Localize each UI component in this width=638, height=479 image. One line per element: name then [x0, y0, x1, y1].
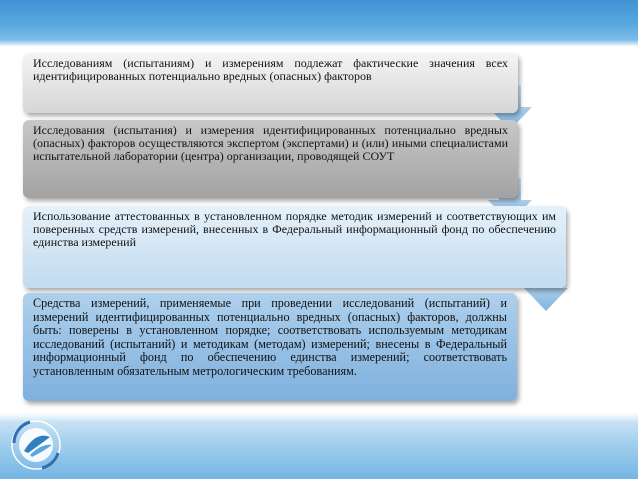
education-center-logo [6, 413, 88, 475]
footer-band [0, 412, 638, 479]
header-band [0, 0, 638, 46]
step-box-1: Исследованиям (испытаниям) и измерениям подлежат фактические значения всех идентифицированных потенциально вредных (опасных) факторов [23, 53, 518, 113]
step-box-4: Средства измерений, применяемые при проведении исследований (испытаний) и измерений идентифицированных потенциально вредных (опасных) факторов, должны быть: поверены в установленном порядке; соответствовать используемым методикам исследований (испытаний) и методикам (методам) измерений; внесены в Федеральный информационный фонд по обеспечению единства измерений; соответствовать установленным обязательным метрологическим требованиям. [23, 293, 517, 401]
step-box-2: Исследования (испытания) и измерения идентифицированных потенциально вредных (опасных) факторов осуществляются экспертом (экспертами) и (или) иными специалистами испытательной лаборатории (центра) организации, проводящей СОУТ [23, 120, 518, 198]
step-box-3: Использование аттестованных в установленном порядке методик измерений и соответствующих им поверенных средств измерений, внесенных в Федеральный информационный фонд по обеспечению единства измерений [23, 206, 566, 288]
